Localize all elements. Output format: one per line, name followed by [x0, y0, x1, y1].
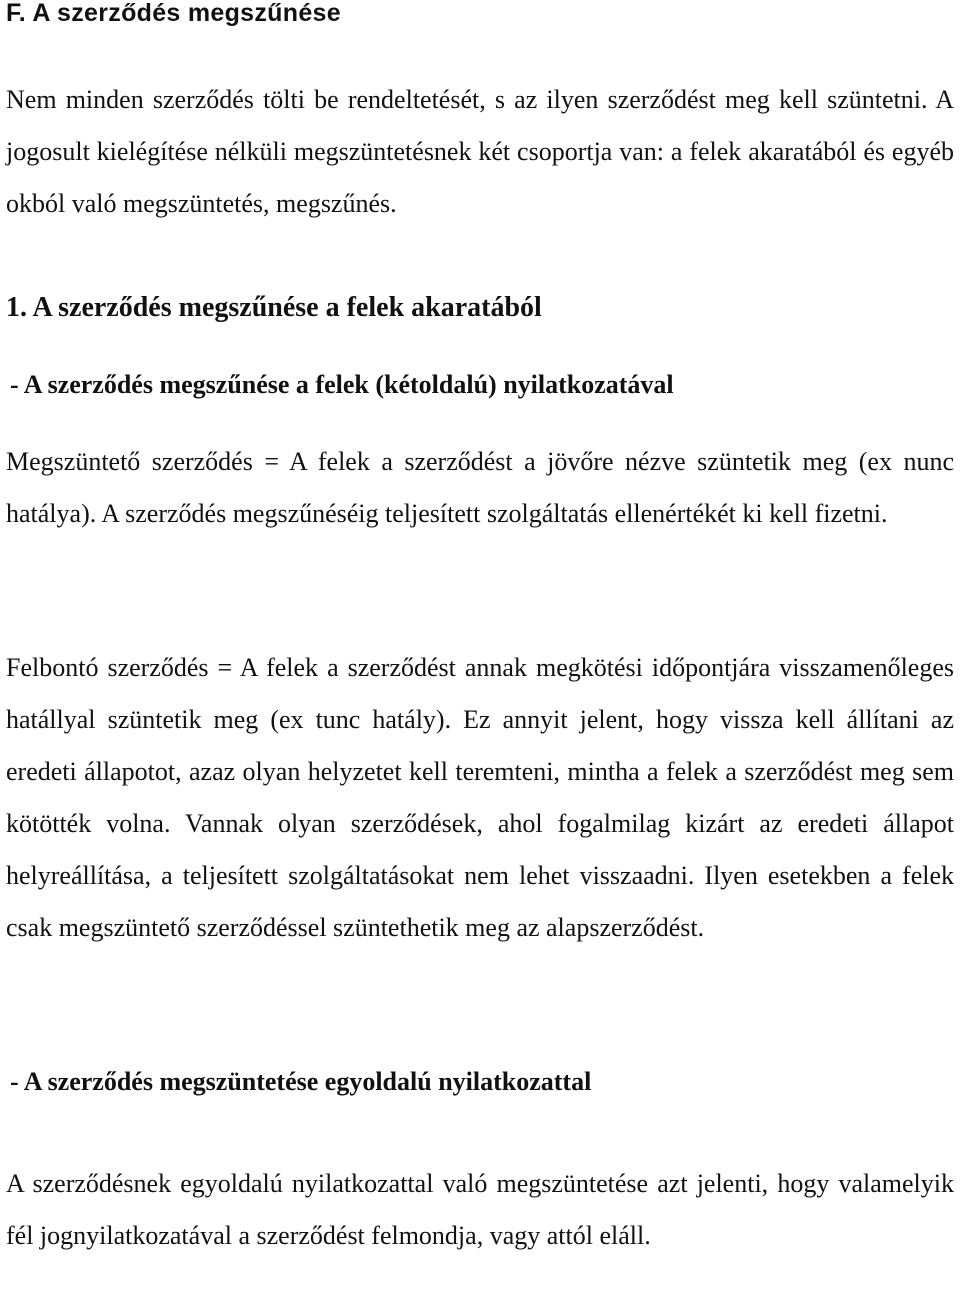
- subheading-unilateral: - A szerződés megszüntetése egyoldalú nyilatkozattal: [10, 1067, 592, 1096]
- paragraph-rescission-contract: Felbontó szerződés = A felek a szerződést annak megkötési időpontjára visszamenőleges hatállyal szüntetik meg (ex tunc hatály). Ez annyit jelent, hogy vissza kell állítani az eredeti állapotot, azaz olyan helyzetet kell teremteni, mintha a felek a szerződést meg sem kötötték volna. Vannak olyan szerződések, ahol fogalmilag kizárt az eredeti állapot helyreállítása, a teljesített szolgáltatásokat nem lehet visszaadni. Ilyen esetekben a felek csak megszüntető szerződéssel szüntethetik meg az alapszerződést.: [6, 653, 954, 942]
- intro-paragraph: Nem minden szerződés tölti be rendeltetését, s az ilyen szerződést meg kell szüntetni. A jogosult kielégítése nélküli megszüntetésnek két csoportja van: a felek akaratából és egyéb okból való megszüntetés, megszűnés.: [6, 85, 954, 218]
- heading-1: 1. A szerződés megszűnése a felek akaratából: [6, 292, 542, 323]
- section-title: F. A szerződés megszűnése: [6, 0, 341, 27]
- paragraph-unilateral: A szerződésnek egyoldalú nyilatkozattal való megszüntetése azt jelenti, hogy valamelyik fél jognyilatkozatával a szerződést felmondja, vagy attól eláll.: [6, 1169, 954, 1250]
- paragraph-termination-contract: Megszüntető szerződés = A felek a szerződést a jövőre nézve szüntetik meg (ex nunc hatálya). A szerződés megszűnéséig teljesített szolgáltatás ellenértékét ki kell fizetni.: [6, 447, 954, 528]
- subheading-bilateral: - A szerződés megszűnése a felek (kétoldalú) nyilatkozatával: [10, 370, 674, 399]
